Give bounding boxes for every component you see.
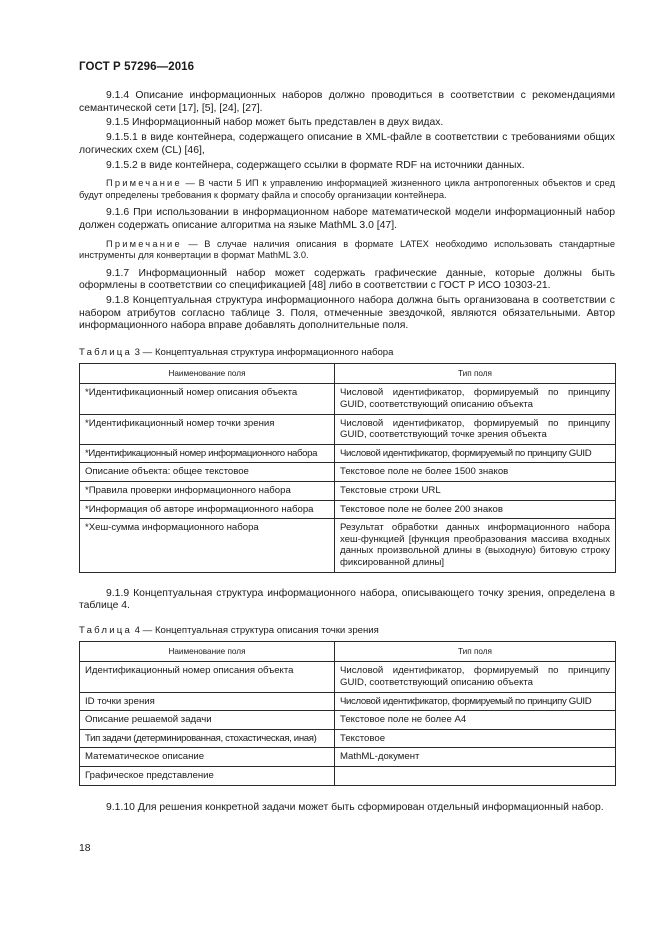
table-row (80, 500, 616, 519)
table-row (80, 766, 616, 785)
note-2-text: — В случае наличия описания в формате LATEX необходимо использовать стандартные инструменты для конвертации в формат MathML 3.0. (79, 238, 615, 261)
table-row (80, 384, 616, 414)
table-row (80, 519, 616, 572)
paragraph-9-1-5-1: 9.1.5.1 в виде контейнера, содержащего описание в XML-файле в соответствии с требованиями общих логических схем (CL) [46], (79, 132, 615, 156)
page-number: 18 (79, 843, 91, 854)
field-name-cell: *Правила проверки информационного набора (80, 482, 335, 501)
table-row (80, 748, 616, 767)
field-name-cell: *Идентификационный номер информационного набора (80, 444, 335, 463)
field-type-cell: Числовой идентификатор, формируемый по принципу GUID, соответствующий описанию объекта (335, 662, 616, 692)
note-2 (79, 239, 615, 262)
field-type-cell (335, 766, 616, 785)
table-row (80, 662, 616, 692)
field-name-cell: Описание решаемой задачи (80, 711, 335, 730)
note-2-label: Примечание (106, 238, 182, 249)
table-4 (79, 641, 616, 786)
paragraph-9-1-8: 9.1.8 Концептуальная структура информационного набора должна быть организована в соответствии с набором атрибутов согласно таблице 3. Поля, отмеченные звездочкой, являются обязательными. Автор информационного набора вправе добавлять дополнительные поля. (79, 295, 615, 332)
note-1 (79, 178, 615, 201)
field-type-cell: Числовой идентификатор, формируемый по принципу GUID (335, 692, 616, 711)
table-row (80, 414, 616, 444)
document-body (79, 90, 615, 816)
table-header-row (80, 641, 616, 662)
note-1-text: — В части 5 ИП к управлению информацией жизненного цикла антропогенных объектов и сред будут определены требования к формату файла и способу организации контейнера. (79, 178, 615, 200)
table-row (80, 729, 616, 748)
table-3-caption (79, 347, 615, 358)
field-type-cell: Текстовое поле не более 1500 знаков (335, 463, 616, 482)
table-4-caption-text: 4 — Концептуальная структура описания точки зрения (132, 624, 379, 636)
column-header-field-name: Наименование поля (80, 363, 335, 384)
table-4-caption (79, 625, 615, 636)
field-type-cell: Результат обработки данных информационного набора хеш-функцией [функция преобразования массива входных данных произвольной длины в (выходную) битовую строку фиксированной длины] (335, 519, 616, 572)
table-3-caption-text: 3 — Концептуальная структура информационного набора (132, 346, 394, 358)
paragraph-9-1-5: 9.1.5 Информационный набор может быть представлен в двух видах. (106, 117, 444, 129)
field-type-cell: Текстовое (335, 729, 616, 748)
table-row (80, 463, 616, 482)
column-header-field-type: Тип поля (335, 641, 616, 662)
field-name-cell: Тип задачи (детерминированная, стохастическая, иная) (80, 729, 335, 748)
field-type-cell: Текстовое поле не более А4 (335, 711, 616, 730)
field-name-cell: Математическое описание (80, 748, 335, 767)
paragraph-9-1-4: 9.1.4 Описание информационных наборов должно проводиться в соответствии с рекомендациями семантической сети [17], [5], [24], [27]. (79, 90, 615, 114)
table-3-caption-label: Таблица (79, 346, 133, 358)
field-name-cell: ID точки зрения (80, 692, 335, 711)
field-type-cell: Текстовое поле не более 200 знаков (335, 500, 616, 519)
field-type-cell: Числовой идентификатор, формируемый по принципу GUID (335, 444, 616, 463)
paragraph-9-1-10: 9.1.10 Для решения конкретной задачи может быть сформирован отдельный информационный набор. (106, 801, 604, 813)
field-type-cell: MathML-документ (335, 748, 616, 767)
field-name-cell: *Хеш-сумма информационного набора (80, 519, 335, 572)
column-header-field-type: Тип поля (335, 363, 616, 384)
paragraph-9-1-5-2: 9.1.5.2 в виде контейнера, содержащего ссылки в формате RDF на источники данных. (106, 159, 525, 171)
table-header-row (80, 363, 616, 384)
field-name-cell: Описание объекта: общее текстовое (80, 463, 335, 482)
table-row (80, 482, 616, 501)
column-header-field-name: Наименование поля (80, 641, 335, 662)
table-row (80, 711, 616, 730)
field-name-cell: Идентификационный номер описания объекта (80, 662, 335, 692)
note-1-label: Примечание (106, 178, 182, 189)
field-type-cell: Числовой идентификатор, формируемый по принципу GUID, соответствующий описанию объекта (335, 384, 616, 414)
paragraph-9-1-7: 9.1.7 Информационный набор может содержать графические данные, которые должны быть оформлены в соответствии со спецификацией [48] либо в соответствии с ГОСТ Р ИСО 10303-21. (79, 267, 615, 292)
table-row (80, 692, 616, 711)
field-name-cell: Графическое представление (80, 766, 335, 785)
field-name-cell: *Идентификационный номер описания объекта (80, 384, 335, 414)
field-type-cell: Текстовые строки URL (335, 482, 616, 501)
table-4-caption-label: Таблица (79, 624, 133, 636)
paragraph-9-1-6: 9.1.6 При использовании в информационном наборе математической модели информационный набор должен содержать описание алгоритма на языке MathML 3.0 [47]. (79, 207, 615, 231)
document-header: ГОСТ Р 57296—2016 (79, 61, 195, 73)
paragraph-9-1-9: 9.1.9 Концептуальная структура информационного набора, описывающего точку зрения, определена в таблице 4. (79, 587, 615, 612)
table-row (80, 444, 616, 463)
table-3 (79, 363, 616, 573)
field-type-cell: Числовой идентификатор, формируемый по принципу GUID, соответствующий точке зрения объекта (335, 414, 616, 444)
field-name-cell: *Идентификационный номер точки зрения (80, 414, 335, 444)
field-name-cell: *Информация об авторе информационного набора (80, 500, 335, 519)
